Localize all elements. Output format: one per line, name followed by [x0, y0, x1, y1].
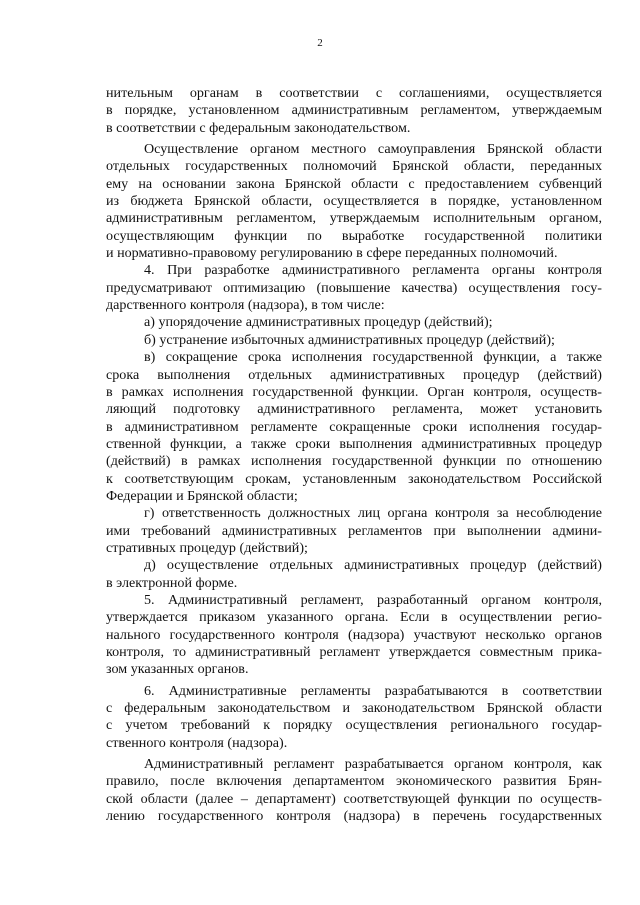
text-line: ими требований административных регламентов при выполнении админи- — [106, 522, 602, 539]
list-item-b — [106, 332, 602, 349]
page-number: 2 — [317, 37, 323, 49]
text-line: срока выполнения отдельных административных процедур (действий) — [106, 366, 602, 383]
text-line: административным регламентом, утверждаемым исполнительным органом, — [106, 210, 602, 227]
text-line: утверждается приказом указанного органа. Если в осуществлении регио- — [106, 609, 602, 626]
text-line: б) устранение избыточных административных процедур (действий); — [144, 331, 555, 348]
text-line: нительным органам в соответствии с соглашениями, осуществляется — [106, 85, 602, 101]
text-line: лению государственного контроля (надзора) в перечень государственных — [106, 808, 602, 825]
text-line: дарственного контроля (надзора), в том числе: — [106, 297, 385, 314]
list-item-g — [106, 505, 602, 557]
list-item-a — [106, 314, 602, 331]
text-line: (действий) в рамках исполнения государственной функции по отношению — [106, 453, 602, 470]
text-line: Административный регламент разрабатывается органом контроля, как — [144, 756, 602, 773]
text-line: ской области (далее – департамент) соответствующей функции по осуществ- — [106, 790, 602, 807]
document-body — [106, 85, 602, 825]
text-line: г) ответственность должностных лиц органа контроля за несоблюдение — [144, 505, 602, 522]
text-line: осуществляющим функции по выработке государственной политики — [106, 227, 602, 244]
paragraph-regulation-development — [106, 756, 602, 825]
text-line: ственной функции, а также сроки выполнения административных процедур — [106, 435, 602, 452]
paragraph-continuation — [106, 85, 602, 137]
text-line: правило, после включения департаментом экономического развития Брян- — [106, 773, 602, 790]
text-line: в) сокращение срока исполнения государственной функции, а также — [144, 349, 602, 366]
text-line: в электронной форме. — [106, 574, 238, 591]
paragraph-section-6 — [106, 683, 602, 752]
text-line: ляющий подготовку административного регламента, может установить — [106, 401, 602, 418]
text-line: в соответствии с федеральным законодательством. — [106, 119, 411, 136]
text-line: в административном регламенте сокращенные сроки исполнения государ- — [106, 418, 602, 435]
text-line: к соответствующим срокам, установленным законодательством Российской — [106, 470, 602, 487]
text-line: в рамках исполнения государственной функции. Орган контроля, осуществ- — [106, 383, 602, 400]
text-line: и нормативно-правовому регулированию в сфере переданных полномочий. — [106, 245, 558, 262]
text-line: контроля, то административный регламент утверждается совместным прика- — [106, 644, 602, 660]
text-line: с федеральным законодательством и законодательством Брянской области — [106, 700, 602, 717]
paragraph-local-government — [106, 141, 602, 262]
text-line: отдельных государственных полномочий Брянской области, переданных — [106, 158, 602, 175]
paragraph-section-5 — [106, 592, 602, 679]
text-line: зом указанных органов. — [106, 661, 249, 678]
list-item-v — [106, 349, 602, 505]
text-line: нального государственного контроля (надзора) участвуют несколько органов — [106, 626, 602, 643]
paragraph-section-4 — [106, 262, 602, 314]
text-line: ственного контроля (надзора). — [106, 734, 288, 751]
text-line: д) осуществление отдельных административных процедур (действий) — [144, 557, 602, 574]
text-line: 6. Административные регламенты разрабатываются в соответствии — [144, 682, 602, 699]
list-item-d — [106, 557, 602, 592]
text-line: Осуществление органом местного самоуправления Брянской области — [144, 141, 602, 158]
text-line: с учетом требований к порядку осуществления регионального государ- — [106, 717, 602, 734]
text-line: стративных процедур (действий); — [106, 539, 308, 556]
text-line: Федерации и Брянской области; — [106, 487, 298, 504]
text-line: в порядке, установленном административным регламентом, утверждаемым — [106, 102, 602, 119]
text-line: 4. При разработке административного регламента органы контроля — [144, 262, 602, 279]
text-line: а) упорядочение административных процедур (действий); — [144, 314, 493, 331]
text-line: из бюджета Брянской области, осуществляется в порядке, установленном — [106, 193, 602, 210]
text-line: предусматривают оптимизацию (повышение качества) осуществления госу- — [106, 279, 602, 296]
text-line: 5. Административный регламент, разработанный органом контроля, — [144, 591, 602, 608]
text-line: ему на основании закона Брянской области с предоставлением субвенций — [106, 175, 602, 192]
